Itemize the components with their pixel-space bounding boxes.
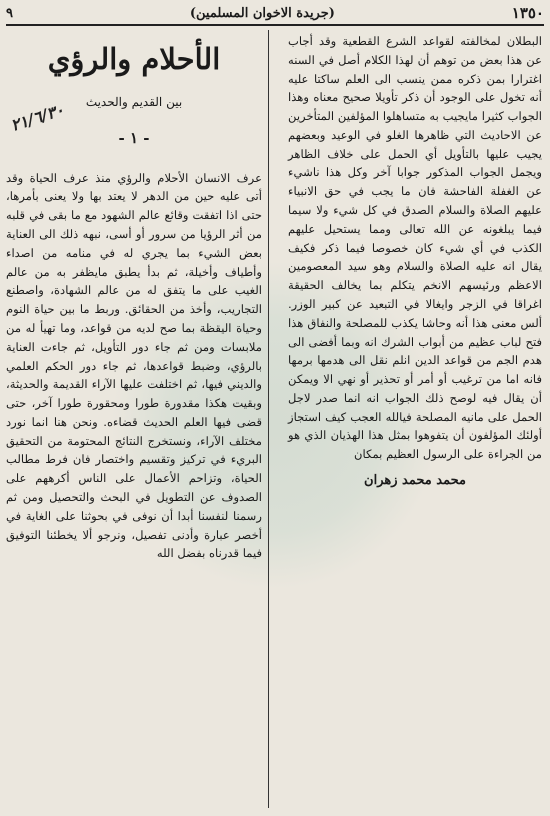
handwritten-date-stamp: ٢١/٦/٣٠: [8, 100, 67, 135]
left-column-text: عرف الانسان الأحلام والرؤي منذ عرف الحياة وقد أتى عليه حين من الدهر لا يعتد بها ولا يعنى بأمرها، حتى اذا اتفقت وقائع عالم الشهود مع ما بقى في قلبه من أثر الرؤيا من سرور أو أسى، نبهه ذلك الى العناية بعض الشيء بما يجري له في منامه من اصداء وأطياف وأخيلة، ثم بدأ يطبق مايظفر به من عالم الغيب على ما يتفق له من عالم الشهادة، واصطنع التجاريب، وأخذ من الحقائق. وربط ما بين حياة النوم وحياة اليقظة بما صح لديه من قواعد، وما تهيأ له من ملابسات ومن ثم جاء دور التأويل، ثم جاءت العناية بالرؤي، وضبط قواعدها، ثم جاء دور الحكم العلمي والديني فيها، ثم اختلفت عليها الآراء القديمة والحديثة، وبقيت هكذا مقدورة طورا ومحقورة طورا آخر، حتى قضى فيها العلم الحديث قضاءه. ونحن هنا انما نورد مختلف الآراء، ونستخرج النتائج المحتومة من التحقيق البريء في تركيز وتقسيم واختصار فان فرط مطالب الحياة، وتزاحم الأعمال على الناس أكرههم على الصدوف عن التطويل في البحث والتحصيل ومن ثم رسمنا لنفسنا أبدا أن نوفى في بحوثنا على الغاية في أخصر عبارة وأدنى تفصيل، ونرجو ألا يخطئنا التوفيق فيما قدرناه بفضل الله: [6, 170, 262, 561]
column-divider: [268, 30, 269, 808]
right-column-text: البطلان لمخالفته لقواعد الشرع القطعية وقد أجاب عن هذا بعض من توهم أن لهذا الكلام أصل في السنه اغترارا بمن ذكره ممن ينسب الى العلم ساكتا عليه أنه تخول على الوجود أن ذكر تأويلا صحيح معناه وهذا الجواب كثيرا مايجيب به متساهلوا المؤلفين المتأخرين عن الاحاديث التي ظاهرها الغلو في الوعيد وبعضهم يجيب عليها بالتأويل أي الحمل على خلاف الظاهر ويجمل الجواب المذكور جوابا آخر وكل هذا ناشيء عن الغفلة الفاحشة فان ما يجب في حق الانبياء عليهم الصلاة والسلام الصدق في كل شيء ولا سيما فيما يبلغونه عن الله تعالى ومما يستحيل عليهم الكذب في أي شيء كان خصوصا فيما ذكر فكيف يقال انه عليه الصلاة والسلام وهو سيد المعصومين الاعظم ورئيسهم الانخم يتكلم بما يخالف الحقيقة اغراقا في الزجر وايغالا في التبعيد عن كبير الوزر. ألس معنى هذا أنه وحاشا يكذب للمصلحة والنفاق هذا فتح لباب عظيم من أبواب الشرك انه وبما أفضى الى هدم الجم من قواعد الدين انلم نقل الى هدمها برمها فانه اما من ترغيب أو أمر أو تحذير أو نهي الا ويمكن أن يقال فيه لوصح ذلك الجواب انه انما صدر لاجل الحمل على مانيه المصلحة فيالله العجب كيف استجاز أولئك المؤلفون أن يتفوهوا بمثل هذا الهذيان الذي هو من الجراءة على الرسول العظيم بمكان: [288, 34, 542, 462]
right-column: [288, 32, 542, 491]
page-number: ٩: [6, 5, 13, 21]
article-title: الأحلام والرؤي: [47, 42, 221, 76]
author-signature: محمد محمد زهران: [364, 472, 466, 488]
article-subtitle: بين القديم والحديث: [85, 94, 183, 109]
part-number: - ١ -: [118, 129, 150, 148]
page-header: [6, 2, 544, 26]
journal-name: (جريدة الاخوان المسلمين): [189, 5, 335, 21]
issue-year: ١٣٥٠: [511, 4, 544, 22]
